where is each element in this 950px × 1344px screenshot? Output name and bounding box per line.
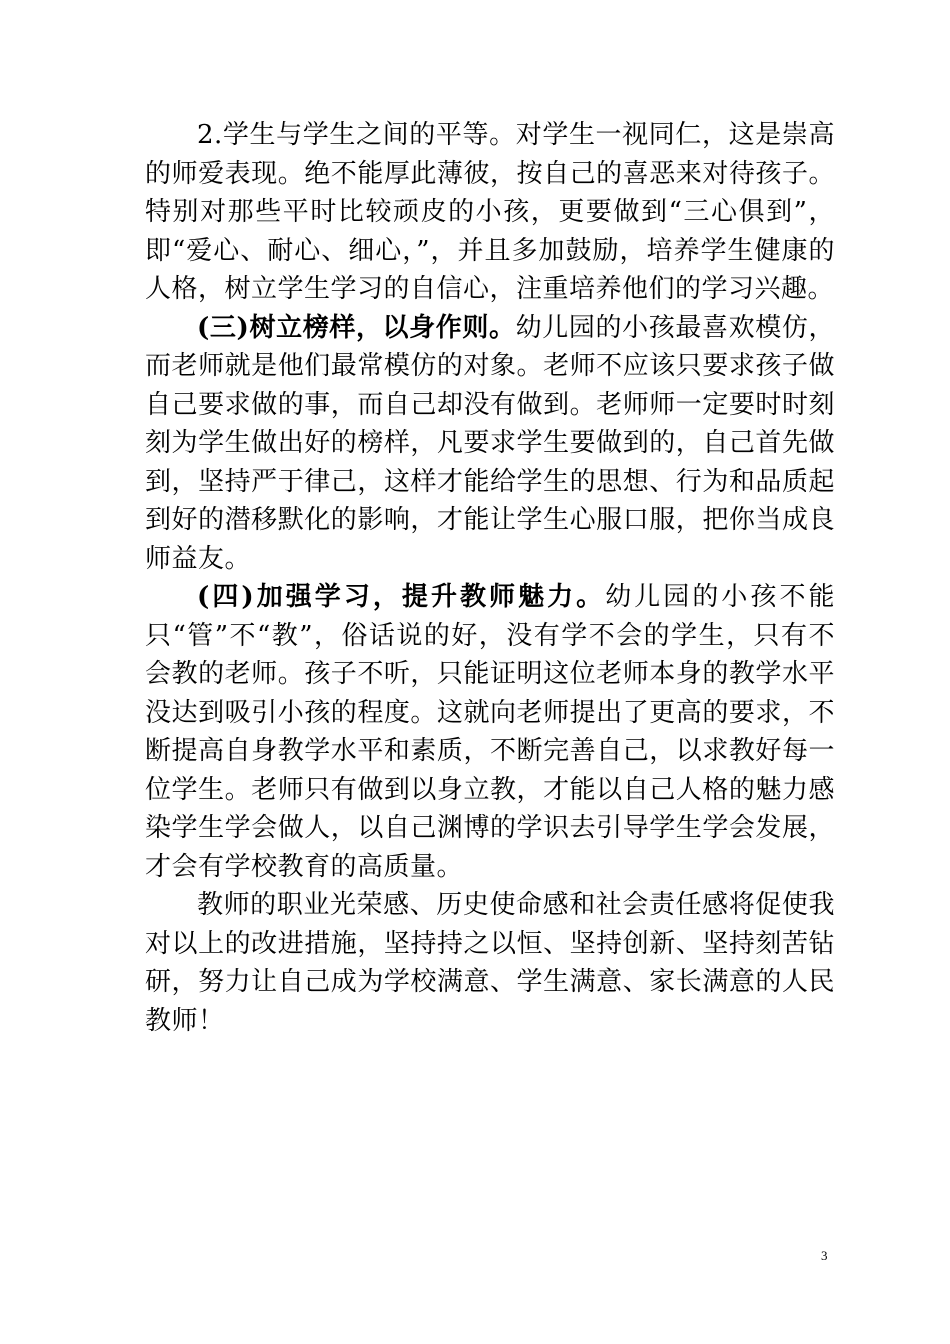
paragraph-role-model	[145, 309, 835, 579]
paragraph-text: 幼儿园的小孩不能只“管”不“教”，俗话说的好，没有学不会的学生，只有不会教的老师。孩子不听，只能证明这位老师本身的教学水平没达到吸引小孩的程度。这就向老师提出了更高的要求，不断提高自身教学水平和素质，不断完善自己，以求教好每一位学生。老师只有做到以身立教，才能以自己人格的魅力感染学生学会做人，以自己渊博的学识去引导学生学会发展，才会有学校教育的高质量。	[145, 582, 835, 882]
paragraph-equality	[145, 116, 835, 309]
paragraph-lead: (四)加强学习，提升教师魅力。	[197, 582, 606, 612]
paragraph-text: 2.学生与学生之间的平等。对学生一视同仁，这是崇高的师爱表现。绝不能厚此薄彼，按自己的喜恶来对待孩子。特别对那些平时比较顽皮的小孩，更要做到“三心俱到”，即“爱心、耐心、细心，”，并且多加鼓励，培养学生健康的人格，树立学生学习的自信心，注重培养他们的学习兴趣。	[145, 120, 835, 304]
page-number: 3	[821, 1248, 828, 1263]
body-text	[145, 116, 835, 1040]
paragraph-conclusion	[145, 886, 835, 1040]
paragraph-learning	[145, 578, 835, 886]
paragraph-lead: (三)树立榜样，以身作则。	[197, 312, 516, 343]
paragraph-text: 教师的职业光荣感、历史使命感和社会责任感将促使我对以上的改进措施，坚持持之以恒、坚持创新、坚持刻苦钻研，努力让自己成为学校满意、学生满意、家长满意的人民教师！	[145, 890, 835, 1036]
paragraph-text: 幼儿园的小孩最喜欢模仿，而老师就是他们最常模仿的对象。老师不应该只要求孩子做自己要求做的事，而自己却没有做到。老师师一定要时时刻刻为学生做出好的榜样，凡要求学生要做到的，自己首先做到，坚持严于律己，这样才能给学生的思想、行为和品质起到好的潜移默化的影响，才能让学生心服口服，把你当成良师益友。	[145, 312, 835, 574]
